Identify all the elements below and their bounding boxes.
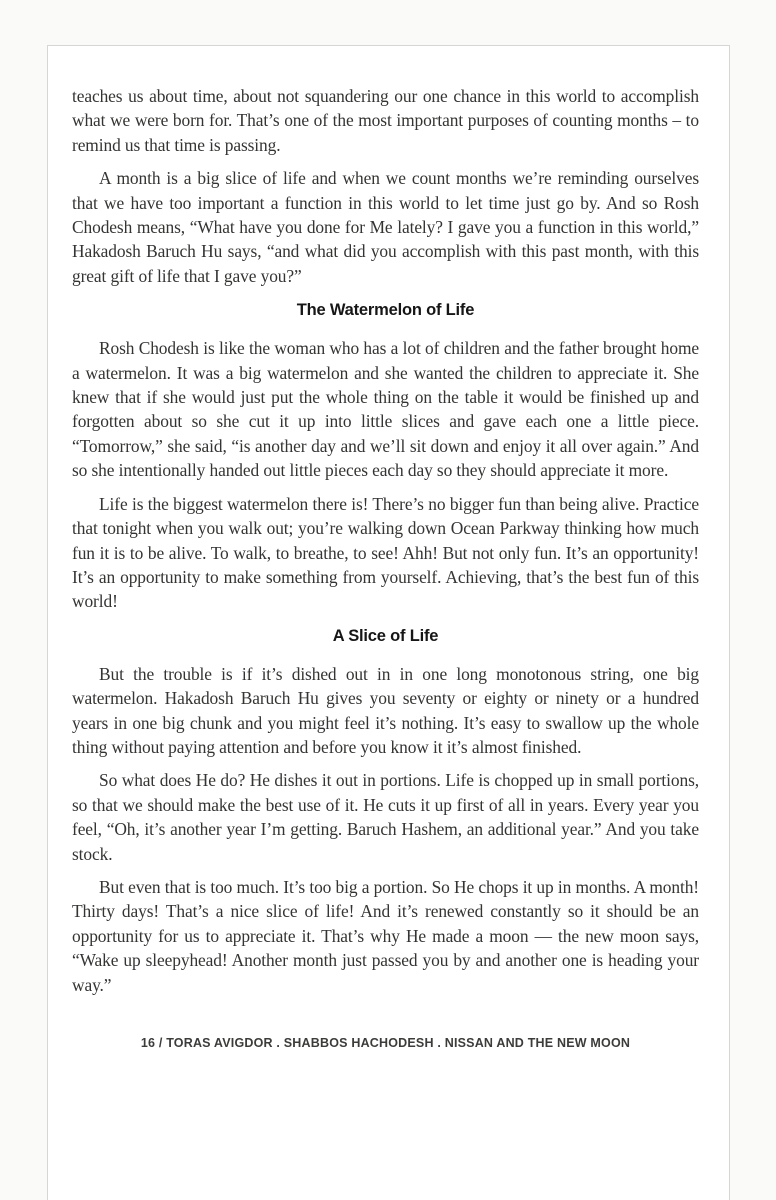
paragraph: A month is a big slice of life and when we count months we’re reminding ourselves that we have too important a function in this world to let time just go by. And so Rosh Chodesh means, “What have you done for Me lately? I gave you a function in this world,” Hakadosh Baruch Hu says, “and what did you accomplish with this past month, with this great gift of life that I gave you?” [72,168,699,286]
paragraph: But even that is too much. It’s too big a portion. So He chops it up in months. A month! Thirty days! That’s a nice slice of life! And it’s renewed constantly so it should be an opportunity for us to appreciate it. That’s why He made a moon — the new moon says, “Wake up sleepyhead! Another month just passed you by and another one is heading your way.” [72,876,699,995]
section-heading-slice-of-life: A Slice of Life [332,626,439,645]
paragraph: Life is the biggest watermelon there is! There’s no bigger fun than being alive. Practice that tonight when you walk out; you’re walking down Ocean Parkway thinking how much fun it is to be alive. To walk, to breathe, to see! Ahh! But not only fun. It’s an opportunity! It’s an opportunity to make something from yourself. Achieving, that’s the best fun of this world! [72,493,699,612]
paragraph: But the trouble is if it’s dished out in in one long monotonous string, one big watermelon. Hakadosh Baruch Hu gives you seventy or eighty or ninety or a hundred years in one big chunk and you might feel it’s nothing. It’s easy to swallow up the whole thing without paying attention and before you know it it’s almost finished. [72,663,699,757]
paragraph: Rosh Chodesh is like the woman who has a lot of children and the father brought home a watermelon. It was a big watermelon and she wanted the children to appreciate it. She knew that if she would just put the whole thing on the table it would be finished up and forgotten about so she cut it up into little slices and gave each one a little piece. “Tomorrow,” she said, “is another day and we’ll sit down and enjoy it all over again.” And so she intentionally handed out little pieces each day so they should appreciate it more. [72,338,699,481]
page-footer: 16 / TORAS AVIGDOR . SHABBOS HACHODESH . NISSAN AND THE NEW MOON [140,1036,631,1050]
paragraph-continuation: teaches us about time, about not squandering our one chance in this world to accomplish what we were born for. That’s one of the most important purposes of counting months – to remind us that time is passing. [72,86,699,155]
page-content [48,46,729,1051]
paragraph: So what does He do? He dishes it out in portions. Life is chopped up in small portions, so that we should make the best use of it. He cuts it up first of all in years. Every year you feel, “Oh, it’s another year I’m getting. Baruch Hashem, an additional year.” And you take stock. [72,770,699,864]
document-page [47,45,730,1200]
section-heading-watermelon-of-life: The Watermelon of Life [296,301,475,320]
